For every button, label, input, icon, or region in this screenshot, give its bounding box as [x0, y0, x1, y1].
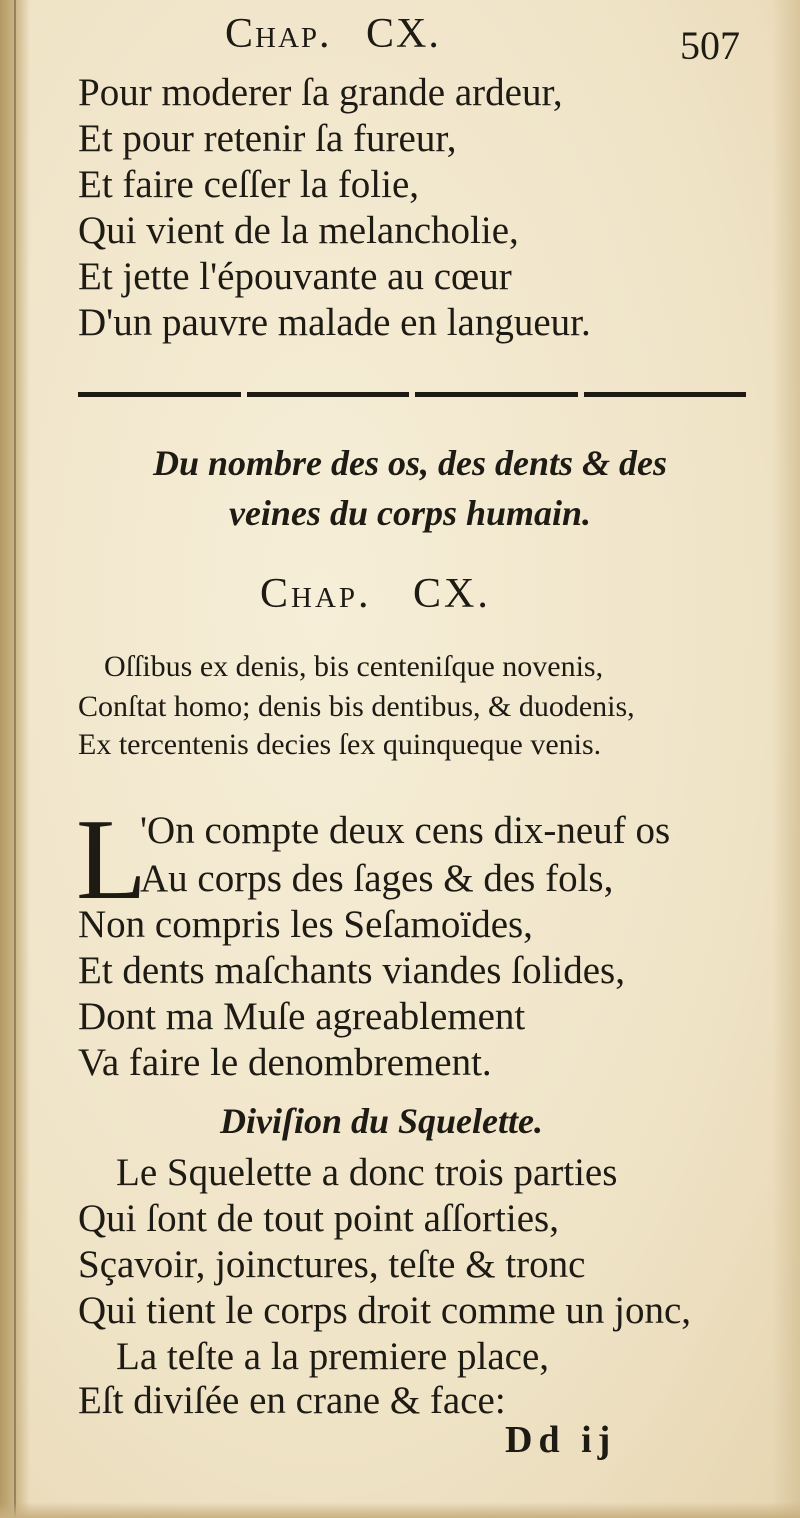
running-head-chap-label: Chap.: [225, 11, 332, 57]
page-bottom-edge: [0, 1502, 800, 1518]
squelette-verse-line-1: Le Squelette a donc trois parties: [116, 1151, 618, 1194]
running-head: [225, 10, 441, 58]
rule-segment: [415, 392, 578, 397]
squelette-verse-line-4: Qui tient le corps droit comme un jonc,: [78, 1289, 692, 1332]
signature-mark: Dd ij: [505, 1419, 617, 1461]
poem-top-line-6: D'un pauvre malade en langueur.: [78, 301, 591, 344]
section-divider-rule: [78, 392, 746, 397]
running-head-chap-number: CX.: [366, 11, 441, 57]
squelette-verse-line-2: Qui ſont de tout point aſſorties,: [78, 1197, 559, 1240]
chapter-heading: [260, 570, 491, 618]
squelette-verse-line-5: La teſte a la premiere place,: [116, 1335, 550, 1378]
page-number: 507: [680, 23, 740, 68]
latin-verse-line-3: Ex tercentenis decies ſex quinqueque venis.: [78, 728, 602, 761]
page-fold-line: [14, 0, 16, 1518]
subheading-squelette: Diviſion du Squelette.: [220, 1101, 543, 1141]
latin-verse-line-1: Oſſibus ex denis, bis centeniſque novenis,: [104, 650, 604, 683]
drop-cap: L: [76, 796, 147, 924]
chapter-heading-label: Chap.: [260, 571, 372, 617]
main-verse-line-3: Non compris les Seſamoïdes,: [78, 903, 533, 946]
poem-top-line-1: Pour moderer ſa grande ardeur,: [78, 71, 563, 114]
poem-top-line-2: Et pour retenir ſa fureur,: [78, 117, 457, 160]
rule-segment: [247, 392, 410, 397]
poem-top-line-3: Et faire ceſſer la folie,: [78, 163, 420, 206]
main-verse-line-6: Va faire le denombrement.: [78, 1041, 492, 1084]
poem-top-line-4: Qui vient de la melancholie,: [78, 209, 519, 252]
page-right-edge: [772, 0, 800, 1518]
section-title-line-2: veines du corps humain.: [228, 493, 592, 533]
squelette-verse-line-6: Eſt diviſée en crane & face:: [78, 1379, 506, 1422]
chapter-heading-number: CX.: [413, 571, 491, 617]
squelette-verse-line-3: Sçavoir, joinctures, teſte & tronc: [78, 1243, 586, 1286]
main-verse-line-1: 'On compte deux cens dix-neuf os: [140, 809, 671, 852]
section-title-line-1: Du nombre des os, des dents & des: [152, 443, 668, 483]
main-verse-line-4: Et dents maſchants viandes ſolides,: [78, 949, 625, 992]
main-verse-line-2: Au corps des ſages & des fols,: [140, 857, 614, 900]
main-verse-line-5: Dont ma Muſe agreablement: [78, 995, 526, 1038]
rule-segment: [78, 392, 241, 397]
poem-top-line-5: Et jette l'épouvante au cœur: [78, 255, 512, 298]
rule-segment: [584, 392, 747, 397]
latin-verse-line-2: Conſtat homo; denis bis dentibus, & duodenis,: [78, 690, 635, 723]
